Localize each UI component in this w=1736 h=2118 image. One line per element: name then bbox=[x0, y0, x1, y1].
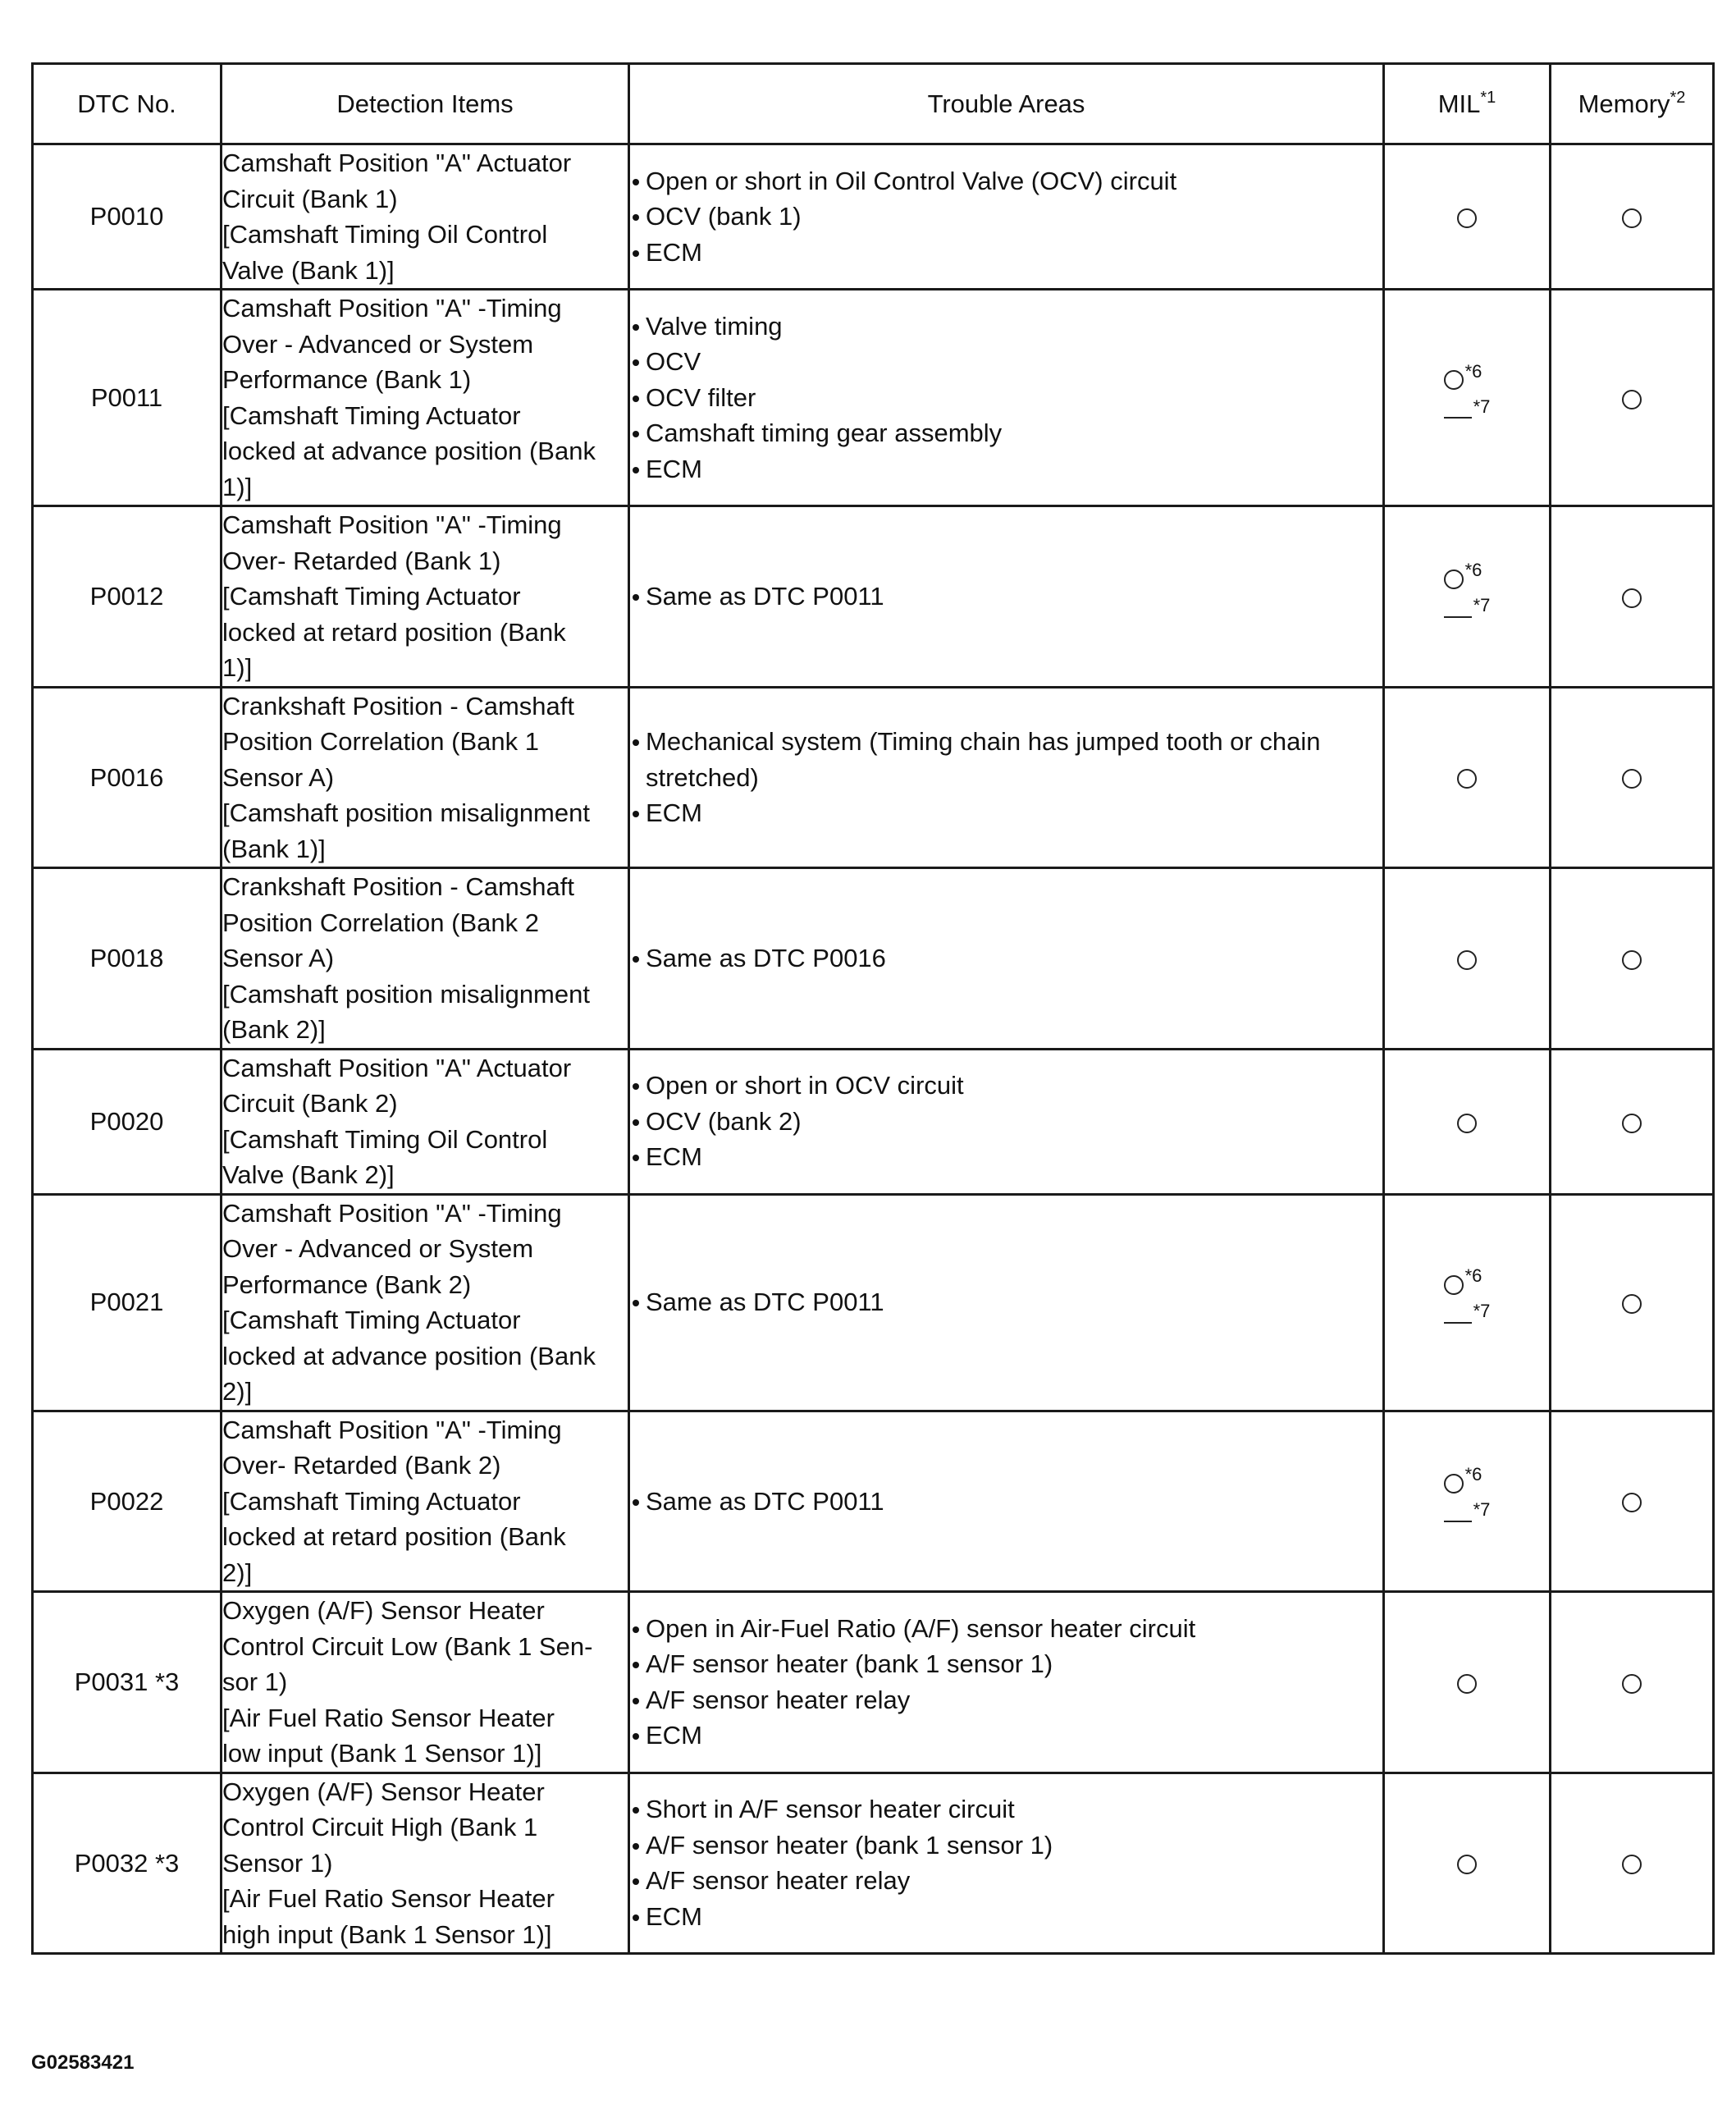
dtc-code: P0012 bbox=[33, 506, 222, 688]
mil-off-dash-icon bbox=[1444, 417, 1472, 419]
detection-line: Over - Advanced or System bbox=[222, 1234, 534, 1263]
detection-items-cell bbox=[222, 1773, 629, 1954]
trouble-areas-cell bbox=[629, 1411, 1384, 1592]
dtc-code: P0010 bbox=[33, 144, 222, 290]
detection-line: Position Correlation (Bank 2 bbox=[222, 908, 539, 937]
memory-circle-icon bbox=[1622, 769, 1642, 789]
dtc-code: P0018 bbox=[33, 868, 222, 1050]
dtc-code: P0022 bbox=[33, 1411, 222, 1592]
detection-line: Circuit (Bank 2) bbox=[222, 1089, 398, 1118]
trouble-area-item: Mechanical system (Timing chain has jumped tooth or chain stretched) bbox=[630, 724, 1382, 795]
detection-line: 1)] bbox=[222, 472, 253, 501]
detection-line: [Camshaft Timing Oil Control bbox=[222, 1124, 548, 1154]
trouble-area-item: A/F sensor heater (bank 1 sensor 1) bbox=[630, 1828, 1382, 1864]
trouble-area-item: Open or short in OCV circuit bbox=[630, 1068, 1382, 1104]
mil-cell bbox=[1384, 1592, 1551, 1773]
detection-line: 2)] bbox=[222, 1377, 253, 1406]
detection-items-cell bbox=[222, 1411, 629, 1592]
mil-circle-icon bbox=[1457, 950, 1477, 970]
mil-cell bbox=[1384, 1411, 1551, 1592]
trouble-area-item: ECM bbox=[630, 1718, 1382, 1754]
trouble-area-item: Same as DTC P0016 bbox=[630, 940, 1382, 977]
mil-conditional bbox=[1444, 561, 1491, 632]
mil-on-circle-icon bbox=[1444, 1275, 1464, 1295]
detection-line: Camshaft Position "A" Actuator bbox=[222, 1053, 572, 1082]
mil-on-note: *6 bbox=[1464, 1464, 1482, 1485]
table-row bbox=[33, 1049, 1714, 1194]
trouble-areas-list bbox=[630, 940, 1382, 977]
detection-line: Performance (Bank 2) bbox=[222, 1269, 472, 1299]
detection-line: Crankshaft Position - Camshaft bbox=[222, 872, 575, 901]
detection-line: Valve (Bank 1)] bbox=[222, 255, 395, 285]
detection-items-cell bbox=[222, 1049, 629, 1194]
detection-line: 2)] bbox=[222, 1558, 253, 1587]
memory-circle-icon bbox=[1622, 1493, 1642, 1512]
detection-line: Over- Retarded (Bank 1) bbox=[222, 546, 501, 575]
mil-off-dash-icon bbox=[1444, 616, 1472, 618]
mil-circle-icon bbox=[1457, 1114, 1477, 1133]
memory-cell bbox=[1551, 1049, 1714, 1194]
trouble-area-item: A/F sensor heater relay bbox=[630, 1863, 1382, 1899]
trouble-area-item: Same as DTC P0011 bbox=[630, 1484, 1382, 1520]
memory-cell bbox=[1551, 1592, 1714, 1773]
dtc-code: P0016 bbox=[33, 687, 222, 868]
trouble-areas-list bbox=[630, 724, 1382, 831]
table-row bbox=[33, 1411, 1714, 1592]
trouble-areas-list bbox=[630, 1484, 1382, 1520]
detection-line: Camshaft Position "A" -Timing bbox=[222, 510, 562, 539]
detection-line: Over - Advanced or System bbox=[222, 329, 534, 359]
memory-cell bbox=[1551, 1773, 1714, 1954]
detection-line: Valve (Bank 2)] bbox=[222, 1160, 395, 1189]
detection-line: Sensor 1) bbox=[222, 1848, 333, 1878]
detection-line: Circuit (Bank 1) bbox=[222, 184, 398, 213]
detection-line: Crankshaft Position - Camshaft bbox=[222, 691, 575, 720]
mil-off-note: *7 bbox=[1473, 1499, 1491, 1521]
trouble-area-item: Same as DTC P0011 bbox=[630, 579, 1382, 615]
trouble-area-item: Open in Air-Fuel Ratio (A/F) sensor heater circuit bbox=[630, 1611, 1382, 1647]
detection-line: Control Circuit High (Bank 1 bbox=[222, 1813, 538, 1841]
trouble-areas-cell bbox=[629, 868, 1384, 1050]
detection-line: [Air Fuel Ratio Sensor Heater bbox=[222, 1703, 555, 1732]
header-mil bbox=[1384, 64, 1551, 144]
trouble-areas-cell bbox=[629, 506, 1384, 688]
trouble-areas-cell bbox=[629, 290, 1384, 506]
dtc-code: P0020 bbox=[33, 1049, 222, 1194]
trouble-area-item: ECM bbox=[630, 1139, 1382, 1175]
trouble-area-item: OCV filter bbox=[630, 380, 1382, 416]
memory-cell bbox=[1551, 290, 1714, 506]
mil-on-circle-icon bbox=[1444, 1474, 1464, 1494]
mil-circle-icon bbox=[1457, 769, 1477, 789]
detection-line: Oxygen (A/F) Sensor Heater bbox=[222, 1596, 545, 1625]
detection-line: low input (Bank 1 Sensor 1)] bbox=[222, 1739, 542, 1768]
figure-id: G02583421 bbox=[31, 2052, 135, 2074]
detection-items-cell bbox=[222, 290, 629, 506]
mil-off-note: *7 bbox=[1473, 594, 1491, 615]
detection-line: Performance (Bank 1) bbox=[222, 365, 472, 394]
trouble-area-item: Same as DTC P0011 bbox=[630, 1284, 1382, 1320]
mil-conditional bbox=[1444, 1267, 1491, 1338]
detection-items-cell bbox=[222, 868, 629, 1050]
mil-cell bbox=[1384, 506, 1551, 688]
memory-cell bbox=[1551, 506, 1714, 688]
detection-line: high input (Bank 1 Sensor 1)] bbox=[222, 1919, 552, 1949]
memory-cell bbox=[1551, 144, 1714, 290]
mil-off-dash-icon bbox=[1444, 1521, 1472, 1522]
trouble-area-item: A/F sensor heater relay bbox=[630, 1682, 1382, 1718]
header-mil-label: MIL bbox=[1437, 89, 1481, 118]
header-dtc-no: DTC No. bbox=[33, 64, 222, 144]
detection-line: Position Correlation (Bank 1 bbox=[222, 727, 539, 756]
detection-line: Over- Retarded (Bank 2) bbox=[222, 1451, 501, 1480]
mil-on-note: *6 bbox=[1464, 360, 1482, 382]
trouble-area-item: ECM bbox=[630, 795, 1382, 831]
mil-cell bbox=[1384, 1773, 1551, 1954]
detection-line: [Air Fuel Ratio Sensor Heater bbox=[222, 1884, 555, 1913]
dtc-table-body bbox=[33, 144, 1714, 1954]
header-trouble-areas: Trouble Areas bbox=[629, 64, 1384, 144]
memory-circle-icon bbox=[1622, 1294, 1642, 1314]
table-row bbox=[33, 1194, 1714, 1411]
detection-line: [Camshaft Timing Actuator bbox=[222, 582, 521, 611]
header-row bbox=[33, 64, 1714, 144]
table-row bbox=[33, 144, 1714, 290]
detection-line: (Bank 1)] bbox=[222, 834, 326, 863]
mil-circle-icon bbox=[1457, 1855, 1477, 1874]
mil-cell bbox=[1384, 144, 1551, 290]
header-mil-note: *1 bbox=[1480, 88, 1496, 107]
trouble-area-item: ECM bbox=[630, 451, 1382, 487]
memory-circle-icon bbox=[1622, 1674, 1642, 1694]
trouble-area-item: ECM bbox=[630, 235, 1382, 271]
memory-circle-icon bbox=[1622, 208, 1642, 228]
mil-off-note: *7 bbox=[1473, 396, 1491, 417]
trouble-area-item: ECM bbox=[630, 1899, 1382, 1935]
table-row bbox=[33, 1592, 1714, 1773]
memory-cell bbox=[1551, 868, 1714, 1050]
trouble-areas-cell bbox=[629, 1194, 1384, 1411]
detection-line: Camshaft Position "A" -Timing bbox=[222, 1198, 562, 1228]
memory-circle-icon bbox=[1622, 1114, 1642, 1133]
trouble-areas-cell bbox=[629, 687, 1384, 868]
trouble-areas-list bbox=[630, 1791, 1382, 1934]
table-row bbox=[33, 687, 1714, 868]
detection-items-cell bbox=[222, 1194, 629, 1411]
detection-line: Sensor A) bbox=[222, 944, 335, 972]
mil-cell bbox=[1384, 1049, 1551, 1194]
detection-line: Control Circuit Low (Bank 1 Sen- bbox=[222, 1631, 593, 1661]
detection-line: sor 1) bbox=[222, 1667, 288, 1696]
memory-cell bbox=[1551, 1194, 1714, 1411]
detection-items-cell bbox=[222, 687, 629, 868]
detection-line: Oxygen (A/F) Sensor Heater bbox=[222, 1777, 545, 1806]
detection-items-cell bbox=[222, 144, 629, 290]
header-memory-note: *2 bbox=[1670, 88, 1686, 107]
mil-on-note: *6 bbox=[1464, 1265, 1482, 1286]
dtc-code: P0021 bbox=[33, 1194, 222, 1411]
mil-cell bbox=[1384, 1194, 1551, 1411]
mil-cell bbox=[1384, 868, 1551, 1050]
detection-line: Camshaft Position "A" -Timing bbox=[222, 294, 562, 323]
detection-line: [Camshaft Timing Actuator bbox=[222, 1306, 521, 1334]
dtc-table bbox=[31, 62, 1715, 1955]
table-row bbox=[33, 868, 1714, 1050]
trouble-areas-list bbox=[630, 1284, 1382, 1320]
detection-line: [Camshaft Timing Oil Control bbox=[222, 220, 548, 249]
detection-line: [Camshaft Timing Actuator bbox=[222, 1486, 521, 1516]
mil-on-circle-icon bbox=[1444, 370, 1464, 390]
detection-items-cell bbox=[222, 506, 629, 688]
detection-line: locked at advance position (Bank bbox=[222, 1341, 596, 1370]
trouble-areas-list bbox=[630, 1611, 1382, 1754]
detection-line: 1)] bbox=[222, 653, 253, 682]
mil-off-note: *7 bbox=[1473, 1301, 1491, 1321]
memory-circle-icon bbox=[1622, 390, 1642, 409]
trouble-areas-list bbox=[630, 1068, 1382, 1175]
dtc-code: P0032 *3 bbox=[33, 1773, 222, 1954]
detection-items-cell bbox=[222, 1592, 629, 1773]
memory-circle-icon bbox=[1622, 588, 1642, 608]
trouble-areas-cell bbox=[629, 1592, 1384, 1773]
trouble-areas-list bbox=[630, 309, 1382, 487]
mil-cell bbox=[1384, 290, 1551, 506]
memory-circle-icon bbox=[1622, 950, 1642, 970]
trouble-area-item: Open or short in Oil Control Valve (OCV) circuit bbox=[630, 163, 1382, 199]
memory-cell bbox=[1551, 1411, 1714, 1592]
trouble-area-item: A/F sensor heater (bank 1 sensor 1) bbox=[630, 1646, 1382, 1682]
header-memory bbox=[1551, 64, 1714, 144]
mil-on-note: *6 bbox=[1464, 559, 1482, 580]
trouble-areas-cell bbox=[629, 1049, 1384, 1194]
mil-conditional bbox=[1444, 360, 1491, 433]
detection-line: (Bank 2)] bbox=[222, 1015, 326, 1044]
table-row bbox=[33, 290, 1714, 506]
header-detection-items: Detection Items bbox=[222, 64, 629, 144]
detection-line: [Camshaft position misalignment bbox=[222, 979, 590, 1009]
table-row bbox=[33, 506, 1714, 688]
detection-line: locked at retard position (Bank bbox=[222, 617, 566, 647]
trouble-area-item: OCV bbox=[630, 344, 1382, 380]
detection-line: locked at retard position (Bank bbox=[222, 1522, 566, 1551]
detection-line: Camshaft Position "A" -Timing bbox=[222, 1415, 562, 1444]
mil-cell bbox=[1384, 687, 1551, 868]
trouble-areas-cell bbox=[629, 144, 1384, 290]
trouble-areas-list bbox=[630, 163, 1382, 271]
trouble-area-item: Valve timing bbox=[630, 309, 1382, 345]
dtc-code: P0011 bbox=[33, 290, 222, 506]
mil-on-circle-icon bbox=[1444, 570, 1464, 589]
detection-line: Sensor A) bbox=[222, 762, 335, 792]
memory-cell bbox=[1551, 687, 1714, 868]
detection-line: [Camshaft Timing Actuator bbox=[222, 400, 521, 430]
trouble-area-item: OCV (bank 1) bbox=[630, 199, 1382, 235]
trouble-areas-list bbox=[630, 579, 1382, 615]
mil-circle-icon bbox=[1457, 208, 1477, 228]
mil-conditional bbox=[1444, 1466, 1491, 1536]
table-row bbox=[33, 1773, 1714, 1954]
trouble-area-item: OCV (bank 2) bbox=[630, 1104, 1382, 1140]
mil-circle-icon bbox=[1457, 1674, 1477, 1694]
memory-circle-icon bbox=[1622, 1855, 1642, 1874]
detection-line: locked at advance position (Bank bbox=[222, 437, 596, 465]
detection-line: [Camshaft position misalignment bbox=[222, 798, 590, 827]
header-memory-label: Memory bbox=[1578, 89, 1670, 118]
mil-off-dash-icon bbox=[1444, 1322, 1472, 1324]
dtc-code: P0031 *3 bbox=[33, 1592, 222, 1773]
trouble-areas-cell bbox=[629, 1773, 1384, 1954]
trouble-area-item: Camshaft timing gear assembly bbox=[630, 415, 1382, 451]
detection-line: Camshaft Position "A" Actuator bbox=[222, 149, 572, 177]
trouble-area-item: Short in A/F sensor heater circuit bbox=[630, 1791, 1382, 1828]
